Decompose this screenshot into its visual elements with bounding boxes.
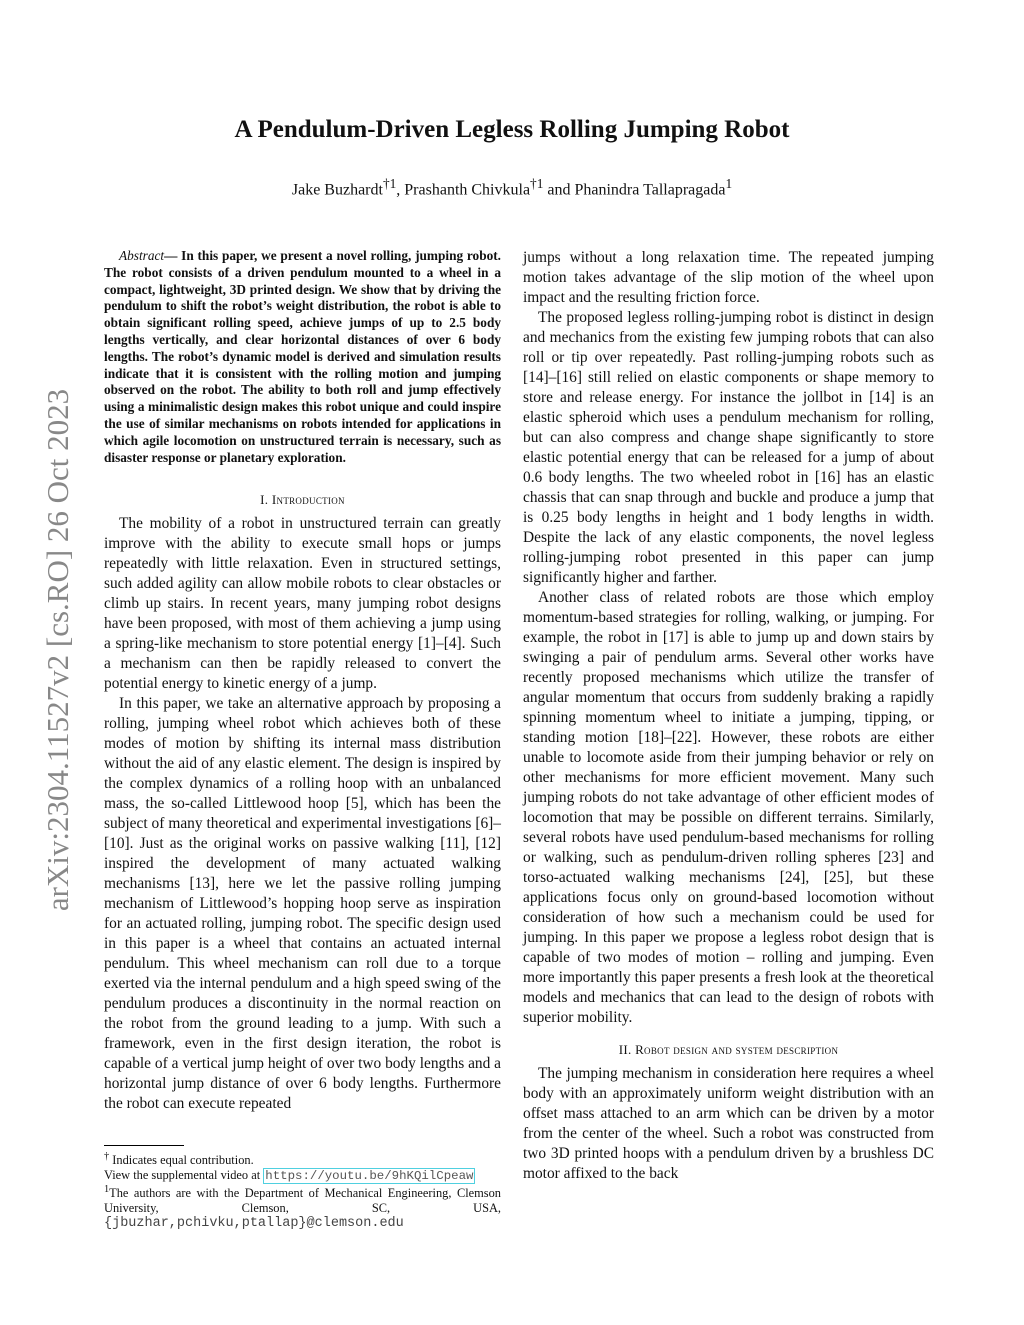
abstract-text: In this paper, we present a novel rolling, jumping robot. The robot consists of a driven pendulum mounted to a wheel in a compact, lightweight, 3D printed design. We show that by driving the pendulum to shift the robot’s weight distribution, the robot is able to obtain significant rolling speed, achieve jumps of up to 2.5 body lengths vertically, and clear horizontal distances of over 6 body lengths. The robot’s dynamic model is derived and simulation results indicate that it is consistent with the rolling motion and jumping observed on the robot. The ability to both roll and jump effectively using a minimalistic design makes this robot unique and could inspire the use of similar mechanisms on robots intended for applications in which agile locomotion on unstructured terrain is necessary, such as disaster response or planetary exploration. (104, 248, 501, 465)
paper-title: A Pendulum-Driven Legless Rolling Jumping Robot (234, 116, 790, 143)
footnote-text: The authors are with the Department of Mechanical Engineering, Clemson University, Clemson, SC, USA, (104, 1186, 501, 1215)
author-emails: {jbuzhar,pchivku,ptallap}@clemson.edu (104, 1216, 404, 1232)
author-affiliation-mark: †1 (530, 176, 544, 191)
author-separator: , (396, 181, 405, 199)
footnote-rule (104, 1145, 184, 1146)
author-name: Phanindra Tallapragada (574, 181, 726, 199)
abstract-label: Abstract (119, 248, 165, 263)
right-column (523, 248, 934, 1184)
left-column (104, 248, 501, 1114)
author-affiliation-mark: 1 (725, 176, 733, 191)
arxiv-identifier: arXiv:2304.11527v2 [cs.RO] 26 Oct 2023 (40, 388, 75, 912)
paragraph: The mobility of a robot in unstructured terrain can greatly improve with the ability to execute small hops or jumps repeatedly with little relaxation. Even in structured settings, such added agility can allow mobile robots to clear obstacles or climb up stairs. In recent years, many jumping robot designs have been proposed, with most of them achieving a jump using a spring-like mechanism to store potential energy [1]–[4]. Such a mechanism can then be rapidly released to convert the potential energy to kinetic energy of a jump. (104, 515, 501, 693)
author-affiliation-mark: †1 (382, 176, 397, 191)
footnote-text: View the supplemental video at (104, 1167, 264, 1182)
author-list (0, 176, 1024, 199)
footnote-mark: 1 (104, 1184, 110, 1196)
footnote-equal-contribution (104, 1150, 501, 1168)
footnotes (104, 1150, 501, 1232)
section-title: Robot design and system description (635, 1042, 839, 1057)
section-title: Introduction (271, 492, 345, 508)
footnote-affiliation (104, 1183, 501, 1232)
author-separator: and (543, 181, 575, 199)
section-number: I. (260, 492, 272, 508)
paragraph: jumps without a long relaxation time. The repeated jumping motion takes advantage of the slip motion of the wheel upon impact and the resulting friction force. (523, 249, 934, 306)
footnote-mark: † (104, 1151, 110, 1162)
paragraph: The jumping mechanism in consideration here requires a wheel body with an approximately uniform weight distribution with an offset mass attached to an arm which can be driven by a motor from the center of the wheel. Such a robot was constructed from two 3D printed hoops with a pendulum driven by a brushless DC motor affixed to the back (523, 1065, 934, 1182)
abstract-dash: — (164, 248, 182, 263)
section-heading-robot-design (523, 1040, 934, 1060)
author-name: Jake Buzhardt (291, 181, 383, 199)
video-link[interactable]: https://youtu.be/9hKQilCpeaw (265, 1168, 474, 1183)
paragraph: Another class of related robots are those which employ momentum-based strategies for rolling, walking, or jumping. For example, the robot in [17] is able to jump up and down stairs by swinging a pair of pendulum arms. Several other works have recently proposed mechanisms which utilize the transfer of angular momentum that occurs from suddenly braking a rapidly spinning momentum wheel to initiate a jumping, tipping, or standing motion [18]–[22]. However, these robots are either unable to locomote aside from their jumping behavior or rely on other mechanisms for more efficient movement. Many such jumping robots do not take advantage of other efficient modes of locomotion that may be possible on different terrains. Similarly, several robots have used pendulum-based mechanisms for rolling or walking, such as pendulum-driven rolling spheres [23] and torso-actuated walking mechanisms [24], [25], but these applications focus only on ground-based locomotion without consideration of how such a mechanism could be used for jumping. In this paper we propose a legless robot design that is capable of two modes of motion – rolling and jumping. Even more importantly this paper presents a fresh look at the theoretical models and mechanics that can lead to the design of robots with superior mobility. (523, 589, 934, 1026)
section-heading-introduction (104, 490, 501, 510)
footnote-text: Indicates equal contribution. (109, 1153, 254, 1168)
paragraph: The proposed legless rolling-jumping robot is distinct in design and mechanics from the existing few jumping robots that can also roll or tip over repeatedly. Past rolling-jumping robots such as [14]–[16] still relied on elastic components or shape memory to store and release energy. For instance the jollbot in [14] is an elastic spheroid which uses a pendulum mechanism for rolling, but can also compress and change shape significantly to store elastic potential energy that can be released for a jump of about 0.6 body lengths. The two wheeled robot in [16] has an elastic chassis that can snap through and buckle and produce a jump that is 0.25 body lengths in height and 1 body lengths in width. Despite the lack of any elastic components, the novel legless rolling-jumping robot presented in this paper can jump significantly higher and farther. (523, 309, 934, 586)
paragraph: In this paper, we take an alternative approach by proposing a rolling, jumping wheel robot which achieves both of these modes of motion by shifting its internal mass distribution without the aid of any elastic element. The design is inspired by the complex dynamics of a rolling hoop with an unbalanced mass, the so-called Littlewood hoop [5], which has been the subject of many theoretical and experimental investigations [6]–[10]. Just as the original works on passive walking [11], [12] inspired the development of many actuated walking mechanisms [13], here we let the passive rolling jumping mechanism of Littlewood’s hopping hoop serve as inspiration for an actuated rolling, jumping robot. The specific design used in this paper is a wheel that contains an actuated internal pendulum. This wheel mechanism can roll due to a torque exerted via the internal pendulum and a high speed swing of the pendulum produces a discontinuity in the normal reaction on the robot from the ground leading to a jump. With such a framework, even in the first design iteration, the robot is capable of a vertical jump height of over two body lengths and a horizontal jump distance of over 6 body lengths. Furthermore the robot can execute repeated (104, 695, 501, 1113)
footnote-video (104, 1168, 501, 1184)
author-name: Prashanth Chivkula (404, 181, 531, 199)
abstract (104, 248, 501, 466)
section-number: II. (618, 1042, 636, 1057)
